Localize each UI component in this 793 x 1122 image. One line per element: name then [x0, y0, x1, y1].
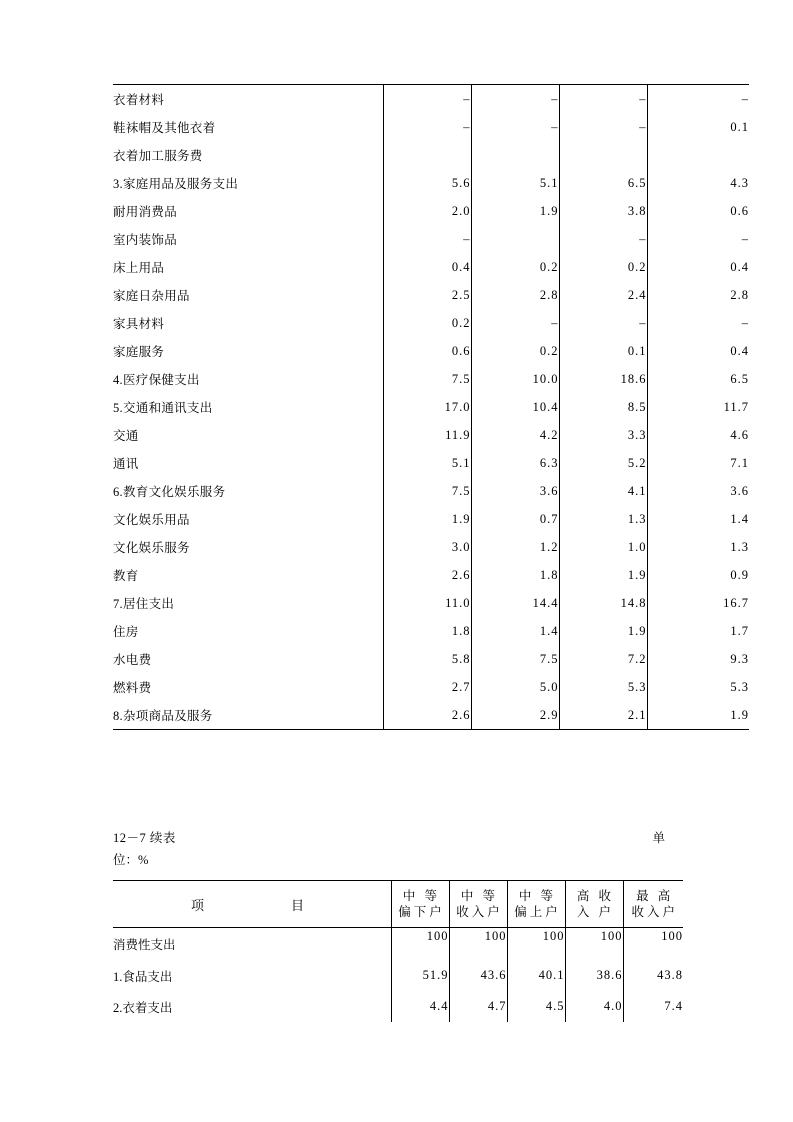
bottom-table [113, 880, 683, 1022]
column-header-line1: 高 收 [576, 889, 615, 903]
row-value: – [559, 225, 647, 253]
row-value: 3.0 [383, 533, 471, 561]
row-value: 16.7 [647, 589, 749, 617]
row-value: 4.3 [647, 169, 749, 197]
table-row [113, 281, 749, 309]
row-value: 1.7 [647, 617, 749, 645]
top-table [113, 84, 749, 730]
row-value: 51.9 [391, 960, 449, 991]
row-value: 100 [565, 928, 623, 961]
row-value: 11.7 [647, 393, 749, 421]
row-value: 4.4 [391, 991, 449, 1022]
row-value: 0.4 [647, 337, 749, 365]
header-item-cell [113, 881, 391, 928]
continued-caption [113, 828, 683, 867]
column-header-line1: 中 等 [518, 889, 557, 903]
row-value: 100 [391, 928, 449, 961]
row-value: 0.2 [383, 309, 471, 337]
row-value: 18.6 [559, 365, 647, 393]
row-value: 4.5 [507, 991, 565, 1022]
row-value: 43.6 [449, 960, 507, 991]
row-value: 100 [623, 928, 683, 961]
table-row [113, 645, 749, 673]
row-value: – [471, 309, 559, 337]
table-row [113, 617, 749, 645]
row-value: – [383, 225, 471, 253]
row-label: 4.医疗保健支出 [113, 373, 200, 387]
row-value: 0.1 [647, 113, 749, 141]
table-row [113, 673, 749, 701]
row-label: 文化娱乐用品 [113, 513, 190, 527]
row-value: 0.4 [383, 253, 471, 281]
row-value: 3.6 [647, 477, 749, 505]
column-header-line1: 最 高 [636, 889, 674, 903]
column-header [623, 881, 683, 928]
row-value: 1.8 [471, 561, 559, 589]
table-row [113, 505, 749, 533]
row-label: 消费性支出 [113, 938, 176, 952]
row-value: 5.0 [471, 673, 559, 701]
row-value: 5.1 [383, 449, 471, 477]
row-value: 17.0 [383, 393, 471, 421]
row-label: 住房 [113, 625, 139, 639]
row-value: 2.8 [647, 281, 749, 309]
row-value: 40.1 [507, 960, 565, 991]
row-value: 4.7 [449, 991, 507, 1022]
row-value: – [559, 85, 647, 114]
row-value: 1.9 [647, 701, 749, 730]
column-header [507, 881, 565, 928]
row-label: 交通 [113, 429, 139, 443]
row-value: 3.3 [559, 421, 647, 449]
row-value: 14.4 [471, 589, 559, 617]
row-value: 2.7 [383, 673, 471, 701]
row-value: 1.3 [647, 533, 749, 561]
table-row [113, 169, 749, 197]
row-label: 2.衣着支出 [113, 1000, 173, 1015]
row-value: 100 [449, 928, 507, 961]
row-value: 0.6 [383, 337, 471, 365]
column-header-line2: 偏下户 [398, 905, 445, 919]
row-label: 家庭日杂用品 [113, 289, 190, 303]
table-row [113, 421, 749, 449]
row-value: – [647, 85, 749, 114]
table-row [113, 533, 749, 561]
income-group-table [113, 880, 683, 1022]
row-value: 7.5 [383, 477, 471, 505]
column-header-line1: 中 等 [402, 889, 441, 903]
row-label: 7.居住支出 [113, 597, 175, 611]
row-label: 床上用品 [113, 261, 165, 275]
table-row [113, 477, 749, 505]
column-header-line2: 收入户 [456, 905, 503, 919]
table-row [113, 337, 749, 365]
row-value: 0.4 [647, 253, 749, 281]
row-value: – [559, 309, 647, 337]
column-header-line2: 偏上户 [514, 905, 561, 919]
column-header-line2: 收入户 [631, 905, 678, 919]
caption-unit-right: 单 [652, 831, 665, 845]
row-value: – [383, 113, 471, 141]
table-row [113, 701, 749, 730]
row-value: 1.9 [471, 197, 559, 225]
row-value: 7.2 [559, 645, 647, 673]
row-value: 1.9 [383, 505, 471, 533]
column-header-line1: 中 等 [460, 889, 499, 903]
row-value: – [647, 225, 749, 253]
row-value: 3.6 [471, 477, 559, 505]
row-value: 0.9 [647, 561, 749, 589]
row-value: 5.8 [383, 645, 471, 673]
row-value: – [383, 85, 471, 114]
row-label: 6.教育文化娱乐服务 [113, 485, 226, 499]
row-value: 4.1 [559, 477, 647, 505]
row-value: 6.3 [471, 449, 559, 477]
table-row [113, 928, 683, 961]
row-label: 燃料费 [113, 681, 152, 695]
table-row [113, 365, 749, 393]
row-value: 8.5 [559, 393, 647, 421]
row-label: 1.食品支出 [113, 969, 173, 984]
row-value: 0.1 [559, 337, 647, 365]
row-value: 0.2 [559, 253, 647, 281]
table-header-row [113, 881, 683, 928]
row-value: 2.6 [383, 561, 471, 589]
table-row [113, 991, 683, 1022]
row-value: 2.9 [471, 701, 559, 730]
row-value: 1.0 [559, 533, 647, 561]
row-value: 0.2 [471, 253, 559, 281]
table-row [113, 85, 749, 114]
row-value [471, 225, 559, 253]
bottom-table-body [113, 881, 683, 1023]
row-label: 水电费 [113, 653, 152, 667]
row-value: 2.1 [559, 701, 647, 730]
row-value: 14.8 [559, 589, 647, 617]
row-value: 0.2 [471, 337, 559, 365]
row-value: 6.5 [559, 169, 647, 197]
header-item-label-2: 目 [291, 898, 307, 913]
row-label: 文化娱乐服务 [113, 541, 190, 555]
row-value: 5.6 [383, 169, 471, 197]
row-label: 鞋袜帽及其他衣着 [113, 121, 216, 135]
row-value: 38.6 [565, 960, 623, 991]
row-value: 11.9 [383, 421, 471, 449]
row-label: 衣着加工服务费 [113, 149, 203, 163]
row-value: 6.5 [647, 365, 749, 393]
column-header-line2: 入 户 [576, 905, 615, 919]
caption-unit-left: 位：% [113, 853, 149, 867]
row-value: – [559, 113, 647, 141]
table-row [113, 225, 749, 253]
row-label: 家庭服务 [113, 345, 165, 359]
row-value: 7.5 [383, 365, 471, 393]
row-value: 7.1 [647, 449, 749, 477]
row-value: 4.6 [647, 421, 749, 449]
row-value: 4.2 [471, 421, 559, 449]
row-value: 7.5 [471, 645, 559, 673]
row-value: – [471, 113, 559, 141]
row-value: 1.8 [383, 617, 471, 645]
row-value: 3.8 [559, 197, 647, 225]
row-label: 3.家庭用品及服务支出 [113, 177, 239, 191]
row-label: 5.交通和通讯支出 [113, 401, 213, 415]
row-value: 0.6 [647, 197, 749, 225]
row-label: 教育 [113, 569, 139, 583]
row-value: 5.3 [559, 673, 647, 701]
table-row [113, 449, 749, 477]
table-row [113, 309, 749, 337]
row-value: 2.8 [471, 281, 559, 309]
row-label: 家具材料 [113, 317, 165, 331]
row-value: 1.9 [559, 561, 647, 589]
top-table-body [113, 85, 749, 730]
table-row [113, 141, 749, 169]
row-value: 2.6 [383, 701, 471, 730]
row-value: 10.0 [471, 365, 559, 393]
table-row [113, 393, 749, 421]
row-value: 9.3 [647, 645, 749, 673]
row-value: 2.0 [383, 197, 471, 225]
row-value: 10.4 [471, 393, 559, 421]
row-value: 1.3 [559, 505, 647, 533]
column-header [391, 881, 449, 928]
row-label: 通讯 [113, 457, 139, 471]
expenditure-table-continued [113, 84, 749, 730]
row-value: 100 [507, 928, 565, 961]
row-value: 43.8 [623, 960, 683, 991]
table-row [113, 561, 749, 589]
row-value: 0.7 [471, 505, 559, 533]
row-value: 1.4 [471, 617, 559, 645]
row-value: 1.4 [647, 505, 749, 533]
table-row [113, 253, 749, 281]
row-value: 4.0 [565, 991, 623, 1022]
row-value: 5.3 [647, 673, 749, 701]
row-value [471, 141, 559, 169]
column-header [449, 881, 507, 928]
header-item-label-1: 项 [191, 898, 207, 913]
row-value: 7.4 [623, 991, 683, 1022]
row-value: 5.2 [559, 449, 647, 477]
row-value [559, 141, 647, 169]
row-value: 1.2 [471, 533, 559, 561]
row-value: – [471, 85, 559, 114]
row-label: 室内装饰品 [113, 233, 178, 247]
table-row [113, 589, 749, 617]
row-value [383, 141, 471, 169]
row-value: 2.5 [383, 281, 471, 309]
caption-label: 12－7 续表 [113, 831, 176, 845]
row-label: 衣着材料 [113, 85, 383, 114]
table-row [113, 197, 749, 225]
row-value: 2.4 [559, 281, 647, 309]
row-label: 耐用消费品 [113, 205, 178, 219]
row-value: 11.0 [383, 589, 471, 617]
row-value: – [647, 309, 749, 337]
table-row [113, 113, 749, 141]
table-row [113, 960, 683, 991]
column-header [565, 881, 623, 928]
row-value: 5.1 [471, 169, 559, 197]
row-value [647, 141, 749, 169]
row-value: 1.9 [559, 617, 647, 645]
row-label: 8.杂项商品及服务 [113, 701, 383, 730]
